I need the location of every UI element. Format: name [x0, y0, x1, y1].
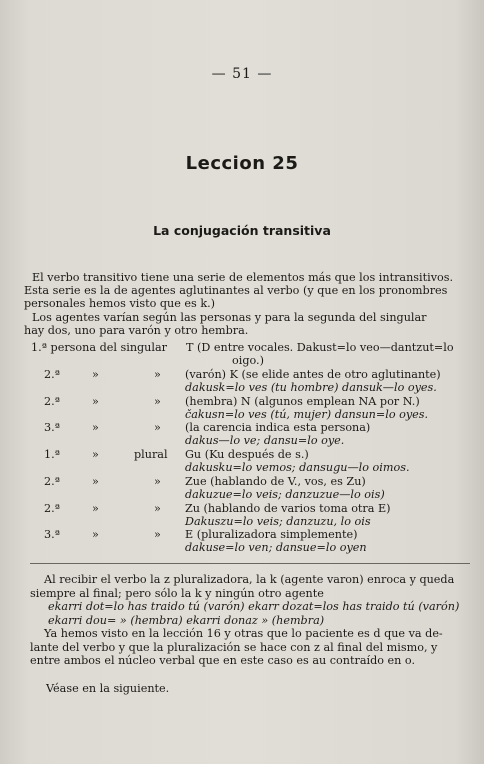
person-label: 2.ª	[44, 368, 60, 381]
person-label: 3.ª	[44, 421, 60, 434]
person-label: 2.ª	[44, 502, 60, 515]
intro-line: Los agentes varían según las personas y para la segunda del singular	[32, 311, 427, 324]
example-line: ekarri dot=lo has traido tú (varón) ekarr dozat=los has traido tú (varón)	[48, 600, 460, 613]
ditto-mark: »	[92, 502, 99, 515]
ditto-mark: »	[154, 368, 161, 381]
person-description: Zu (hablando de varios toma otra E)	[185, 502, 391, 515]
body-line: Ya hemos visto en la lección 16 y otras que lo paciente es d que va de-	[44, 627, 443, 640]
body-line: entre ambos el núcleo verbal que en este caso es au contraído en o.	[30, 654, 416, 667]
person-label: 2.ª	[44, 475, 60, 488]
lesson-title: Leccion 25	[185, 153, 299, 174]
person-description: (varón) K (se elide antes de otro aglutinante)	[185, 368, 441, 381]
section-rule	[30, 563, 470, 564]
body-line: Al recibir el verbo la z pluralizadora, la k (agente varon) enroca y queda	[44, 573, 455, 586]
person-example: čakusn=lo ves (tú, mujer) dansun=lo oyes.	[185, 408, 429, 421]
person-example: Dakuszu=lo veis; danzuzu, lo ois	[185, 515, 371, 528]
ditto-mark: »	[92, 421, 99, 434]
person-description: (la carencia indica esta persona)	[185, 421, 371, 434]
body-line: lante del verbo y que la pluralización se hace con z al final del mismo, y	[30, 641, 438, 654]
body-line: siempre al final; pero sólo la k y ningún otro agente	[30, 587, 324, 600]
intro-line: hay dos, uno para varón y otro hembra.	[24, 324, 249, 337]
ditto-mark: »	[154, 502, 161, 515]
ditto-mark: »	[92, 448, 99, 461]
closing-note: Véase en la siguiente.	[46, 682, 170, 695]
lesson-subtitle: La conjugación transitiva	[153, 223, 331, 238]
ditto-mark: »	[154, 475, 161, 488]
person-label: 1.ª	[44, 448, 60, 461]
person-example: dakusk=lo ves (tu hombre) dansuk—lo oyes.	[185, 381, 437, 394]
ditto-mark: »	[92, 395, 99, 408]
person-example: oigo.)	[232, 354, 264, 367]
person-description: E (pluralizadora simplemente)	[185, 528, 358, 541]
ditto-mark: »	[154, 421, 161, 434]
person-example: dakus—lo ve; dansu=lo oye.	[185, 434, 345, 447]
intro-line: El verbo transitivo tiene una serie de elementos más que los intransitivos.	[32, 271, 454, 284]
ditto-mark: »	[92, 475, 99, 488]
person-description: Gu (Ku después de s.)	[185, 448, 309, 461]
ditto-mark: »	[154, 528, 161, 541]
person-example: dakusku=lo vemos; dansugu—lo oimos.	[185, 461, 410, 474]
number-label: plural	[134, 448, 168, 461]
person-description: T (D entre vocales. Dakust=lo veo—dantzut=lo	[186, 341, 454, 354]
person-description: Zue (hablando de V., vos, es Zu)	[185, 475, 366, 488]
ditto-mark: »	[92, 368, 99, 381]
example-line: ekarri dou= » (hembra) ekarri donaz » (hembra)	[48, 614, 325, 627]
person-description: (hembra) N (algunos emplean NA por N.)	[185, 395, 420, 408]
intro-line: Esta serie es la de agentes aglutinantes al verbo (y que en los pronombres	[24, 284, 448, 297]
person-label: 3.ª	[44, 528, 60, 541]
page-number: — 51 —	[211, 66, 273, 82]
intro-line: personales hemos visto que es k.)	[24, 297, 216, 310]
person-label: 1.ª persona del singular	[31, 341, 167, 354]
ditto-mark: »	[92, 528, 99, 541]
person-example: dakuzue=lo veis; danzuzue—lo ois)	[185, 488, 385, 501]
person-label: 2.ª	[44, 395, 60, 408]
person-example: dakuse=lo ven; dansue=lo oyen	[185, 541, 367, 554]
ditto-mark: »	[154, 395, 161, 408]
